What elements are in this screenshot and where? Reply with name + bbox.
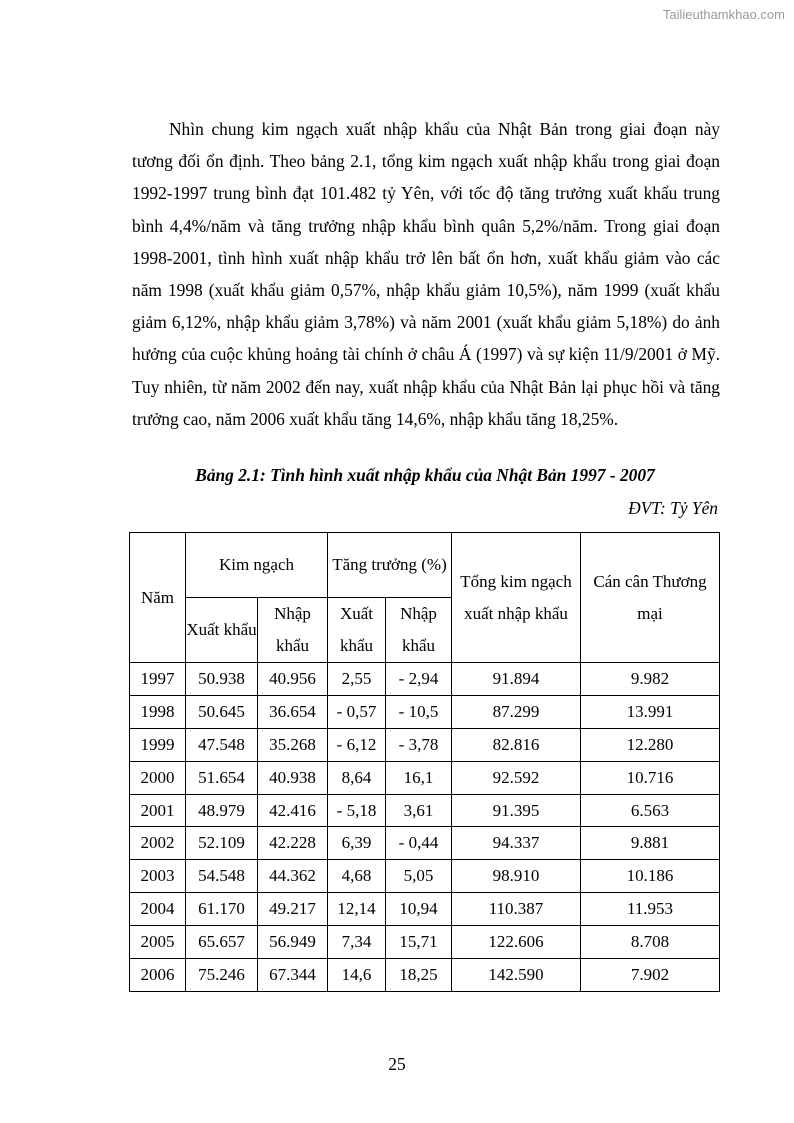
table-cell: - 0,44	[386, 827, 452, 860]
body-paragraph: Nhìn chung kim ngạch xuất nhập khẩu của Nhật Bản trong giai đoạn này tương đối ổn định. Theo bảng 2.1, tổng kim ngạch xuất nhập khẩu trong giai đoạn 1992-1997 trung bình đạt 101.482 tỷ Yên, với tốc độ tăng trưởng xuất khẩu trung bình 4,4%/năm và tăng trưởng nhập khẩu bình quân 5,2%/năm. Trong giai đoạn 1998-2001, tình hình xuất nhập khẩu trở lên bất ổn hơn, xuất khẩu giảm vào các năm 1998 (xuất khẩu giảm 0,57%, nhập khẩu giảm 10,5%), năm 1999 (xuất khẩu giảm 6,12%, nhập khẩu giảm 3,78%) và năm 2001 (xuất khẩu giảm 5,18%) do ảnh hưởng của cuộc khủng hoảng tài chính ở châu Á (1997) và sự kiện 11/9/2001 ở Mỹ. Tuy nhiên, từ năm 2002 đến nay, xuất nhập khẩu của Nhật Bản lại phục hồi và tăng trưởng cao, năm 2006 xuất khẩu tăng 14,6%, nhập khẩu tăng 18,25%.	[132, 119, 720, 429]
table-cell: 7.902	[581, 959, 720, 992]
header-growth: Tăng trưởng (%)	[328, 533, 452, 598]
table-row	[130, 827, 720, 860]
table-cell: 8,64	[328, 761, 386, 794]
table-row	[130, 794, 720, 827]
table-row	[130, 761, 720, 794]
table-cell: 42.228	[258, 827, 328, 860]
table-cell: 40.956	[258, 663, 328, 696]
table-cell: 35.268	[258, 728, 328, 761]
table-cell: - 5,18	[328, 794, 386, 827]
trade-table	[129, 532, 720, 992]
header-total: Tổng kim ngạch xuất nhập khẩu	[452, 533, 581, 663]
header-export: Xuất khẩu	[186, 598, 258, 663]
table-cell: 13.991	[581, 695, 720, 728]
table-cell: 9.881	[581, 827, 720, 860]
table-cell: 122.606	[452, 926, 581, 959]
table-cell: 6,39	[328, 827, 386, 860]
table-row	[130, 663, 720, 696]
header-year: Năm	[130, 533, 186, 663]
table-cell: 67.344	[258, 959, 328, 992]
table-cell: 6.563	[581, 794, 720, 827]
table-unit: ĐVT: Tỷ Yên	[628, 498, 718, 518]
table-cell: - 6,12	[328, 728, 386, 761]
table-cell: 142.590	[452, 959, 581, 992]
table-cell: 9.982	[581, 663, 720, 696]
table-cell: 10,94	[386, 893, 452, 926]
table-cell: 1999	[130, 728, 186, 761]
table-cell: 12.280	[581, 728, 720, 761]
table-cell: 2003	[130, 860, 186, 893]
table-cell: 10.716	[581, 761, 720, 794]
header-growth-import: Nhập khẩu	[386, 598, 452, 663]
table-cell: 98.910	[452, 860, 581, 893]
table-row	[130, 926, 720, 959]
table-cell: 8.708	[581, 926, 720, 959]
table-cell: 91.894	[452, 663, 581, 696]
table-cell: 75.246	[186, 959, 258, 992]
table-cell: 2002	[130, 827, 186, 860]
table-cell: 82.816	[452, 728, 581, 761]
table-cell: 1998	[130, 695, 186, 728]
table-cell: 50.645	[186, 695, 258, 728]
table-cell: - 2,94	[386, 663, 452, 696]
table-cell: 10.186	[581, 860, 720, 893]
table-cell: 54.548	[186, 860, 258, 893]
watermark: Tailieuthamkhao.com	[662, 7, 785, 22]
table-cell: 2005	[130, 926, 186, 959]
table-row	[130, 860, 720, 893]
table-cell: 5,05	[386, 860, 452, 893]
header-import: Nhập khẩu	[258, 598, 328, 663]
table-row	[130, 893, 720, 926]
table-cell: 48.979	[186, 794, 258, 827]
table-cell: - 0,57	[328, 695, 386, 728]
table-cell: 110.387	[452, 893, 581, 926]
table-row	[130, 695, 720, 728]
header-turnover: Kim ngạch	[186, 533, 328, 598]
table-cell: 47.548	[186, 728, 258, 761]
table-cell: 15,71	[386, 926, 452, 959]
page-number: 25	[388, 1054, 406, 1074]
table-cell: 2,55	[328, 663, 386, 696]
table-cell: 3,61	[386, 794, 452, 827]
table-caption: Bảng 2.1: Tình hình xuất nhập khẩu của Nhật Bản 1997 - 2007	[195, 465, 655, 485]
table-cell: 2001	[130, 794, 186, 827]
table-cell: 49.217	[258, 893, 328, 926]
header-growth-export: Xuất khẩu	[328, 598, 386, 663]
table-cell: 94.337	[452, 827, 581, 860]
table-cell: 91.395	[452, 794, 581, 827]
table-cell: 40.938	[258, 761, 328, 794]
table-cell: 14,6	[328, 959, 386, 992]
table-cell: 36.654	[258, 695, 328, 728]
table-cell: 52.109	[186, 827, 258, 860]
table-cell: 11.953	[581, 893, 720, 926]
table-cell: - 3,78	[386, 728, 452, 761]
table-body	[130, 663, 720, 992]
table-cell: 18,25	[386, 959, 452, 992]
table-cell: 2004	[130, 893, 186, 926]
header-balance: Cán cân Thương mại	[581, 533, 720, 663]
table-cell: 50.938	[186, 663, 258, 696]
table-cell: 42.416	[258, 794, 328, 827]
table-cell: 56.949	[258, 926, 328, 959]
table-cell: 16,1	[386, 761, 452, 794]
table-cell: 4,68	[328, 860, 386, 893]
table-row	[130, 959, 720, 992]
table-cell: 2006	[130, 959, 186, 992]
table-cell: 87.299	[452, 695, 581, 728]
table-cell: 7,34	[328, 926, 386, 959]
table-cell: 2000	[130, 761, 186, 794]
table-cell: 12,14	[328, 893, 386, 926]
table-row	[130, 728, 720, 761]
table-cell: - 10,5	[386, 695, 452, 728]
table-cell: 65.657	[186, 926, 258, 959]
table-cell: 61.170	[186, 893, 258, 926]
table-cell: 92.592	[452, 761, 581, 794]
table-cell: 44.362	[258, 860, 328, 893]
table-cell: 1997	[130, 663, 186, 696]
table-cell: 51.654	[186, 761, 258, 794]
